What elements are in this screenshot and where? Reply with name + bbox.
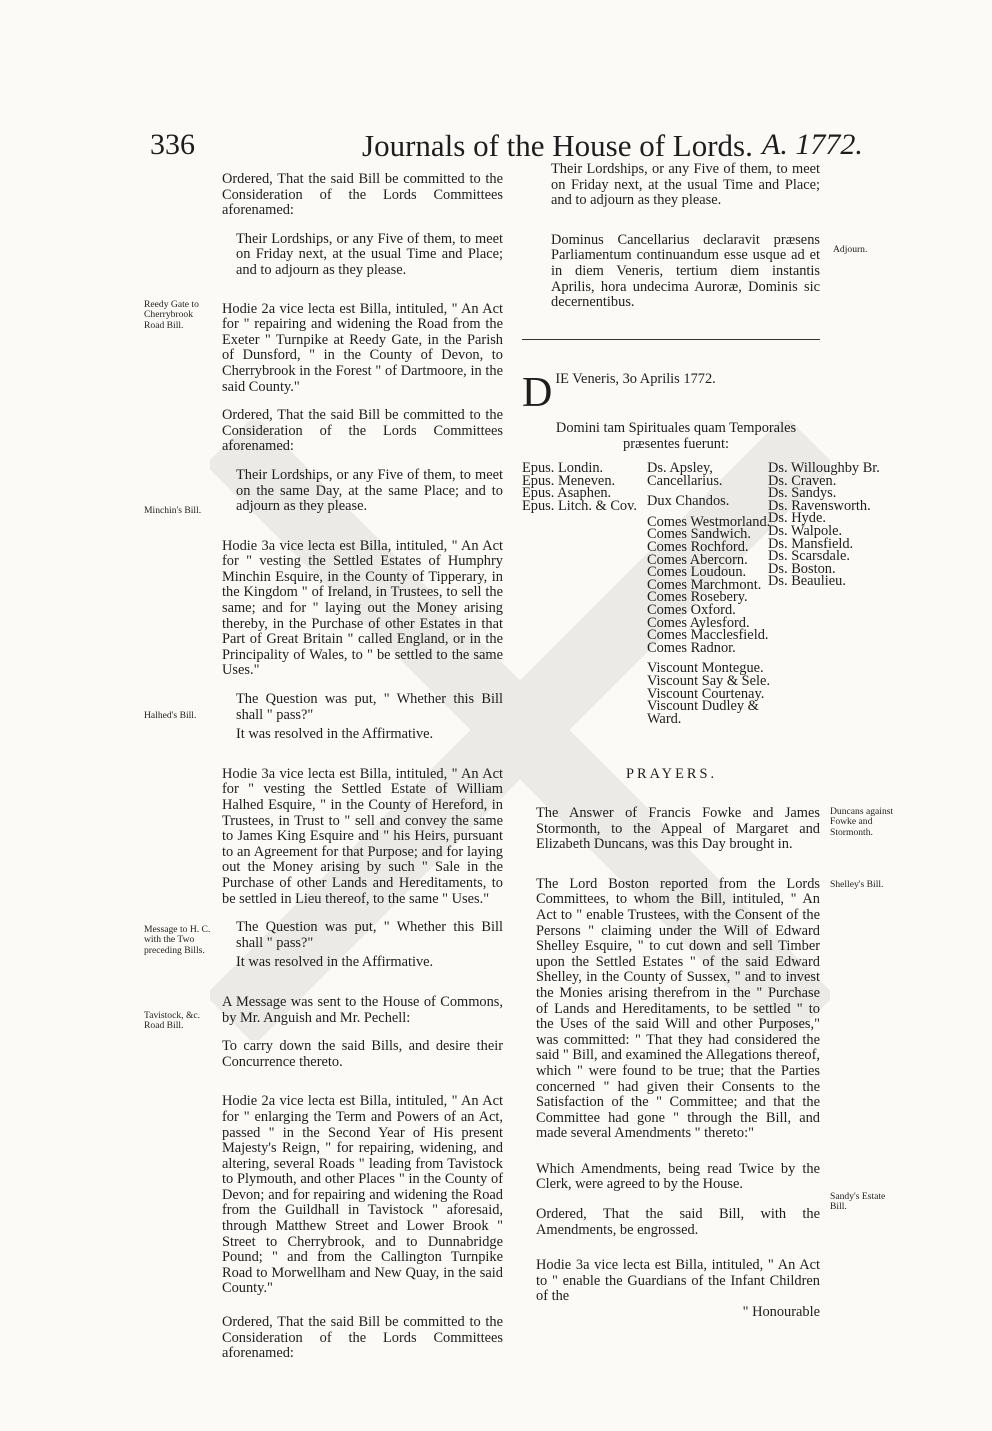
paragraph: Hodie 3a vice lecta est Billa, intituled, " An Act for " vesting the Settled Estates of Humphry Minchin Esquire, in the County of Tipperary, in the Kingdom " of Ireland, in Trustees, to sell the same; and for " laying out the Money arising thereby, in the Purchase of other Estates in that Part of Great Britain " called England, or in the Principality of Wales, to " be settled to the same Uses." [222,537,503,679]
paragraph: Dominus Cancellarius declaravit præsens Parliamentum continuandum esse usque ad et in diem Veneris, tertium diem instantis Aprilis, hora undecima Auroræ, Dominis sic decernentibus. [551,231,820,311]
lords-barons-list [768,462,880,588]
paragraph: Ordered, That the said Bill be committed to the Consideration of the Lords Committees aforenamed: [222,407,503,455]
paragraph: The Question was put, " Whether this Bill shall " pass?" [236,691,503,723]
lord-entry: Comes Abercorn. [647,551,748,568]
paragraph: The Question was put, " Whether this Bill shall " pass?" [236,919,503,951]
margin-note-message: Message to H. C. with the Two preceding Bills. [144,924,211,956]
left-column [222,172,503,1375]
lord-entry: Comes Radnor. [647,639,736,656]
lord-entry: Ds. Apsley, Cancellarius. [647,460,723,489]
paragraph: Ordered, That the said Bill, with the Amendments, be engrossed. [536,1206,820,1238]
paragraph: Their Lordships, or any Five of them, to meet on Friday next, at the usual Time and Place; and to adjourn as they please. [236,230,503,278]
paragraph: The Lord Boston reported from the Lords Committees, to whom the Bill, intituled, " An Act to " enable Trustees, with the Consent of the Persons " claiming under the Will of Edward Shelley Esquire, " to cut down and sell Timber upon the Settled Estates " of the said Edward Shelley, in the County of Sussex, " and to invest the Monies arising therefrom in the " Purchase of Lands and Hereditaments, to be settled " to the Uses of the said Will and other Purposes," was committed: " That they had considered the said " Bill, and examined the Allegations thereof, which " were found to be true; that the Parties concerned " had given their Consents to the Satisfaction of the " Committee; and that the Committee had gone " through the Bill, and made several Amendments " thereto:" [536,875,820,1142]
lord-entry: Viscount Say & Sele. [647,672,771,689]
catchword: " Honourable [742,1304,820,1321]
paragraph: Hodie 2a vice lecta est Billa, intituled, " An Act for " enlarging the Term and Powers of an Act, passed " in the Second Year of His present Majesty's Reign, " for repairing, widening, and altering, several Roads " leading from Tavistock to Plymouth, and other Places " in the County of Devon; and for repairing and widening the Road from the Guildhall in Tavistock " aforesaid, through Matthew Street and Lower Brook " Street to Cherrybrook, and to Dunnabridge Pound; " and from the Callington Turnpike Road to Morwellham and New Quay, in the said County." [222,1093,503,1297]
right-column-bottom [522,806,820,1334]
lords-bishops-list [522,462,637,512]
lord-entry: Comes Loudoun. [647,564,747,581]
prayers-heading: PRAYERS. [626,766,718,782]
page-title: Journals of the House of Lords. [362,128,753,163]
lord-entry: Comes Aylesford. [647,614,750,631]
paragraph: Hodie 2a vice lecta est Billa, intituled, " An Act for " repairing and widening the Road from the Exeter " Turnpike at Reedy Gate, in the Parish of Dunsford, " in the County of Devon, to Cherrybrook in the Forest " of Dartmoore, in the said County." [222,300,503,395]
lords-temporal-list [647,460,771,727]
lord-entry: Ds. Beaulieu. [768,573,846,590]
margin-note-shelley: Shelley's Bill. [830,879,884,890]
paragraph: A Message was sent to the House of Commons, by Mr. Anguish and Mr. Pechell: [222,993,503,1026]
lord-entry: Epus. Asaphen. [522,485,612,502]
paragraph: Ordered, That the said Bill be committed to the Consideration of the Lords Committees aforenamed: [222,1314,503,1362]
lord-entry: Ds. Willoughby Br. [768,460,880,476]
margin-note-tavistock: Tavistock, &c. Road Bill. [144,1010,201,1032]
lord-entry: Epus. Litch. & Cov. [522,497,637,514]
margin-note-reedy-gate: Reedy Gate to Cherrybrook Road Bill. [144,299,199,331]
paragraph: Their Lordships, or any Five of them, to meet on the same Day, at the same Place; and to adjourn as they please. [236,466,503,515]
margin-note-minchin: Minchin's Bill. [144,505,202,516]
sitting-date: IE Veneris, 3o Aprilis 1772. [555,371,716,387]
page-number: 336 [150,128,195,161]
lord-entry: Ds. Ravensworth. [768,497,871,514]
paragraph: The Answer of Francis Fowke and James Stormonth, to the Appeal of Margaret and Elizabeth Duncans, was this Day brought in. [536,805,820,853]
lord-entry: Dux Chandos. [647,493,730,510]
right-column-top [537,162,820,324]
lord-entry: Viscount Dudley & Ward. [647,698,759,727]
sitting-date-heading [522,370,820,416]
lord-entry: Ds. Sandys. [768,485,837,502]
lord-entry: Epus. Meneven. [522,472,616,489]
lord-entry: Viscount Courtenay. [647,685,765,702]
drop-cap: D [522,370,553,416]
paragraph: To carry down the said Bills, and desire their Concurrence thereto. [222,1038,503,1070]
paragraph: Their Lordships, or any Five of them, to meet on Friday next, at the usual Time and Place; and to adjourn as they please. [551,161,820,209]
lord-entry: Ds. Boston. [768,560,836,577]
lord-entry: Comes Sandwich. [647,526,751,543]
paragraph: Which Amendments, being read Twice by the Clerk, were agreed to by the House. [536,1160,820,1193]
lord-entry: Comes Marchmont. [647,576,762,593]
lord-entry: Comes Rosebery. [647,589,748,606]
paragraph: Hodie 3a vice lecta est Billa, intituled, " An Act to " enable the Guardians of the Infant Children of the [536,1257,820,1305]
lord-entry: Ds. Craven. [768,472,837,489]
lord-entry: Comes Macclesfield. [647,627,769,644]
margin-note-halhed: Halhed's Bill. [144,710,197,721]
margin-note-adjourn: Adjourn. [833,244,868,255]
lord-entry: Epus. Londin. [522,460,604,476]
lord-entry: Ds. Mansfield. [768,535,854,552]
lord-entry: Comes Westmorland. [647,513,771,530]
paragraph: It was resolved in the Affirmative. [236,726,434,743]
margin-note-sandys: Sandy's Estate Bill. [830,1191,886,1213]
section-rule [522,339,820,340]
lord-entry: Ds. Scarsdale. [768,548,850,565]
lord-entry: Ds. Hyde. [768,510,826,527]
paragraph: Ordered, That the said Bill be committed to the Consideration of the Lords Committees aforenamed: [222,171,503,219]
lord-entry: Comes Rochford. [647,538,749,555]
present-heading: Domini tam Spirituales quam Temporales præsentes fuerunt: [555,420,797,452]
paragraph: It was resolved in the Affirmative. [236,954,434,971]
lord-entry: Viscount Montegue. [647,660,764,677]
lord-entry: Comes Oxford. [647,601,736,618]
page-year: A. 1772. [762,128,863,161]
lord-entry: Ds. Walpole. [768,522,843,539]
paragraph: Hodie 3a vice lecta est Billa, intituled, " An Act for " vesting the Settled Estate of William Halhed Esquire, " in the County of Hereford, in Trustees, in Trust to " sell and convey the same to James King Esquire and " his Heirs, pursuant to an Agreement for that Purpose; and for laying out the Money arising by such " Sale in the Purchase of other Lands and Hereditaments, to be settled in Lieu thereof, to the same " Uses." [222,765,503,907]
margin-note-duncans: Duncans against Fowke and Stormonth. [830,806,894,838]
